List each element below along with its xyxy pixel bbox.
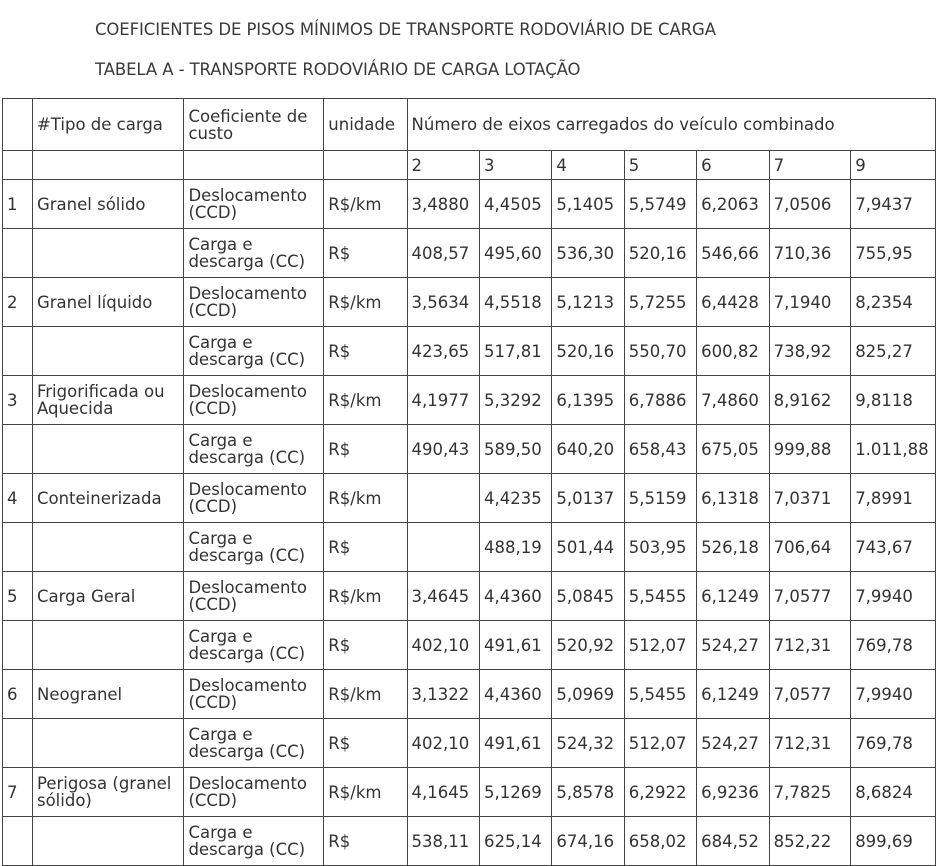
value-cell: 503,95 [624,523,696,572]
axles-row [3,151,936,180]
table-row [3,523,936,572]
value-cell: 520,16 [624,229,696,278]
value-cell: 600,82 [697,327,769,376]
value-cell: 8,2354 [851,278,936,327]
row-number-cell: 3 [3,376,33,425]
cargo-type-cell [32,327,183,376]
value-cell: 6,4428 [697,278,769,327]
value-cell: 675,05 [697,425,769,474]
cost-coefficient-cell: Carga e descarga (CC) [184,425,324,474]
cargo-type-cell: Granel líquido [32,278,183,327]
header-num [3,99,33,151]
row-number-cell: 1 [3,180,33,229]
value-cell: 6,1249 [697,572,769,621]
header-coef: Coeficiente de custo [184,99,324,151]
unit-cell: R$ [324,327,407,376]
value-cell [407,474,479,523]
value-cell: 712,31 [769,621,851,670]
value-cell: 7,4860 [697,376,769,425]
axle-label: 3 [479,151,551,180]
unit-cell: R$ [324,229,407,278]
row-number-cell [3,327,33,376]
axles-blank-cell [3,151,33,180]
value-cell: 524,27 [697,719,769,768]
value-cell: 5,5455 [624,670,696,719]
axle-label: 9 [851,151,936,180]
value-cell: 743,67 [851,523,936,572]
value-cell: 712,31 [769,719,851,768]
cargo-type-cell [32,621,183,670]
header-eixos: Número de eixos carregados do veículo combinado [407,99,935,151]
row-number-cell [3,621,33,670]
value-cell: 738,92 [769,327,851,376]
value-cell: 684,52 [697,817,769,866]
row-number-cell: 4 [3,474,33,523]
value-cell: 7,0371 [769,474,851,523]
value-cell: 490,43 [407,425,479,474]
cost-coefficient-cell: Carga e descarga (CC) [184,523,324,572]
cargo-type-cell: Granel sólido [32,180,183,229]
value-cell: 5,0969 [552,670,624,719]
row-number-cell: 7 [3,768,33,817]
axle-label: 5 [624,151,696,180]
value-cell: 402,10 [407,621,479,670]
value-cell: 5,5455 [624,572,696,621]
table-row [3,719,936,768]
value-cell: 8,9162 [769,376,851,425]
cargo-type-cell [32,425,183,474]
table-row [3,474,936,523]
table-row [3,621,936,670]
value-cell: 6,1249 [697,670,769,719]
cost-coefficient-cell: Carga e descarga (CC) [184,817,324,866]
value-cell: 7,1940 [769,278,851,327]
value-cell: 852,22 [769,817,851,866]
value-cell: 536,30 [552,229,624,278]
value-cell: 3,4880 [407,180,479,229]
value-cell: 7,0506 [769,180,851,229]
value-cell: 7,7825 [769,768,851,817]
value-cell: 5,0137 [552,474,624,523]
header-unidade: unidade [324,99,407,151]
axle-label: 4 [552,151,624,180]
cost-coefficient-cell: Carga e descarga (CC) [184,621,324,670]
unit-cell: R$ [324,425,407,474]
value-cell: 526,18 [697,523,769,572]
value-cell: 3,1322 [407,670,479,719]
value-cell: 674,16 [552,817,624,866]
cost-coefficient-cell: Deslocamento (CCD) [184,278,324,327]
unit-cell: R$/km [324,572,407,621]
value-cell: 512,07 [624,621,696,670]
value-cell: 520,92 [552,621,624,670]
row-number-cell: 5 [3,572,33,621]
coefficients-table [2,98,936,866]
value-cell: 524,27 [697,621,769,670]
value-cell: 423,65 [407,327,479,376]
cost-coefficient-cell: Deslocamento (CCD) [184,768,324,817]
row-number-cell: 6 [3,670,33,719]
unit-cell: R$/km [324,180,407,229]
value-cell: 8,6824 [851,768,936,817]
value-cell: 4,4505 [479,180,551,229]
cost-coefficient-cell: Deslocamento (CCD) [184,376,324,425]
value-cell: 546,66 [697,229,769,278]
axle-label: 7 [769,151,851,180]
value-cell: 6,1318 [697,474,769,523]
row-number-cell [3,817,33,866]
table-row [3,572,936,621]
cargo-type-cell: Perigosa (granel sólido) [32,768,183,817]
value-cell: 408,57 [407,229,479,278]
value-cell: 491,61 [479,621,551,670]
value-cell: 5,5749 [624,180,696,229]
value-cell: 710,36 [769,229,851,278]
value-cell: 3,5634 [407,278,479,327]
table-row [3,180,936,229]
value-cell: 755,95 [851,229,936,278]
value-cell: 512,07 [624,719,696,768]
cargo-type-cell [32,719,183,768]
value-cell: 5,1405 [552,180,624,229]
unit-cell: R$ [324,621,407,670]
row-number-cell [3,523,33,572]
cargo-type-cell: Neogranel [32,670,183,719]
value-cell: 538,11 [407,817,479,866]
value-cell: 5,8578 [552,768,624,817]
cost-coefficient-cell: Deslocamento (CCD) [184,474,324,523]
value-cell: 640,20 [552,425,624,474]
value-cell: 488,19 [479,523,551,572]
value-cell: 1.011,88 [851,425,936,474]
table-row [3,768,936,817]
table-row [3,278,936,327]
row-number-cell [3,425,33,474]
page-title: COEFICIENTES DE PISOS MÍNIMOS DE TRANSPORTE RODOVIÁRIO DE CARGA [95,20,716,39]
table-row [3,327,936,376]
value-cell: 825,27 [851,327,936,376]
value-cell: 7,0577 [769,670,851,719]
value-cell: 769,78 [851,621,936,670]
table-header-row [3,99,936,151]
row-number-cell: 2 [3,278,33,327]
cost-coefficient-cell: Deslocamento (CCD) [184,180,324,229]
value-cell: 5,0845 [552,572,624,621]
axles-blank-cell [32,151,183,180]
value-cell: 7,9437 [851,180,936,229]
value-cell: 7,8991 [851,474,936,523]
value-cell: 4,1645 [407,768,479,817]
value-cell: 524,32 [552,719,624,768]
value-cell: 501,44 [552,523,624,572]
value-cell: 5,7255 [624,278,696,327]
axles-blank-cell [324,151,407,180]
unit-cell: R$ [324,719,407,768]
value-cell: 769,78 [851,719,936,768]
table-title: TABELA A - TRANSPORTE RODOVIÁRIO DE CARGA LOTAÇÃO [95,60,581,79]
value-cell: 4,5518 [479,278,551,327]
cargo-type-cell: Conteinerizada [32,474,183,523]
table-row [3,229,936,278]
value-cell: 5,1213 [552,278,624,327]
value-cell: 999,88 [769,425,851,474]
value-cell: 4,4360 [479,572,551,621]
unit-cell: R$/km [324,670,407,719]
value-cell: 3,4645 [407,572,479,621]
value-cell: 4,4360 [479,670,551,719]
cargo-type-cell [32,817,183,866]
value-cell: 6,2063 [697,180,769,229]
value-cell: 7,0577 [769,572,851,621]
value-cell: 706,64 [769,523,851,572]
unit-cell: R$/km [324,376,407,425]
cost-coefficient-cell: Carga e descarga (CC) [184,719,324,768]
axles-blank-cell [184,151,324,180]
value-cell: 6,1395 [552,376,624,425]
value-cell: 520,16 [552,327,624,376]
header-tipo: #Tipo de carga [32,99,183,151]
table-row [3,817,936,866]
unit-cell: R$ [324,523,407,572]
value-cell: 491,61 [479,719,551,768]
value-cell: 5,5159 [624,474,696,523]
value-cell: 6,9236 [697,768,769,817]
unit-cell: R$ [324,817,407,866]
axle-label: 2 [407,151,479,180]
value-cell: 589,50 [479,425,551,474]
value-cell: 517,81 [479,327,551,376]
value-cell: 550,70 [624,327,696,376]
cargo-type-cell [32,229,183,278]
table-row [3,425,936,474]
cargo-type-cell: Frigorificada ou Aquecida [32,376,183,425]
value-cell: 658,43 [624,425,696,474]
value-cell: 5,1269 [479,768,551,817]
value-cell: 6,2922 [624,768,696,817]
axle-label: 6 [697,151,769,180]
cost-coefficient-cell: Deslocamento (CCD) [184,572,324,621]
table-row [3,670,936,719]
value-cell: 9,8118 [851,376,936,425]
value-cell: 7,9940 [851,572,936,621]
row-number-cell [3,719,33,768]
value-cell: 4,4235 [479,474,551,523]
table-row [3,376,936,425]
value-cell: 658,02 [624,817,696,866]
value-cell [407,523,479,572]
value-cell: 899,69 [851,817,936,866]
unit-cell: R$/km [324,768,407,817]
cost-coefficient-cell: Carga e descarga (CC) [184,229,324,278]
value-cell: 625,14 [479,817,551,866]
unit-cell: R$/km [324,474,407,523]
cost-coefficient-cell: Carga e descarga (CC) [184,327,324,376]
cargo-type-cell: Carga Geral [32,572,183,621]
value-cell: 4,1977 [407,376,479,425]
value-cell: 402,10 [407,719,479,768]
row-number-cell [3,229,33,278]
cargo-type-cell [32,523,183,572]
unit-cell: R$/km [324,278,407,327]
value-cell: 6,7886 [624,376,696,425]
value-cell: 7,9940 [851,670,936,719]
value-cell: 5,3292 [479,376,551,425]
value-cell: 495,60 [479,229,551,278]
cost-coefficient-cell: Deslocamento (CCD) [184,670,324,719]
